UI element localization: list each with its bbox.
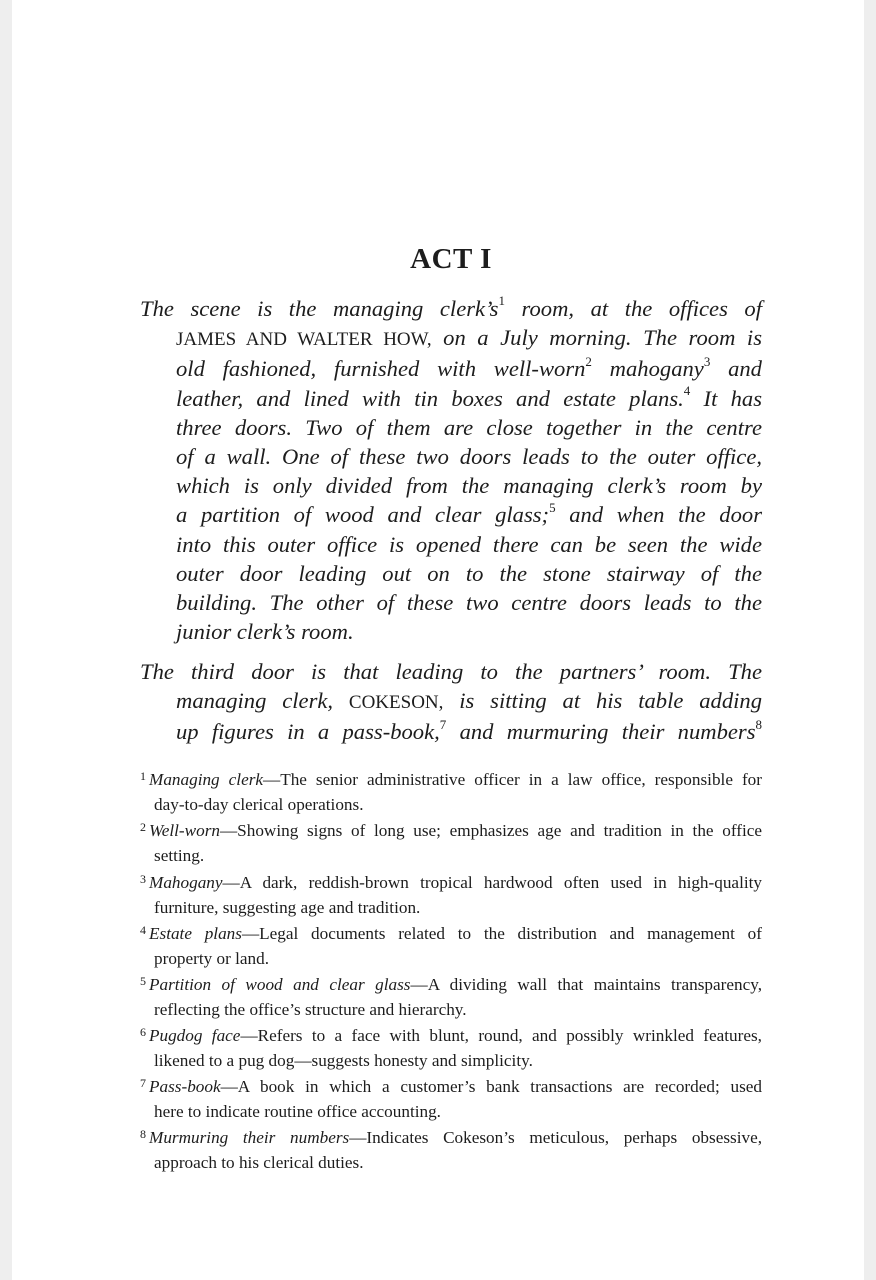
footnote-number: 3 — [140, 872, 146, 886]
footnote-term: Pugdog face — [149, 1026, 241, 1045]
footnote-ref: 5 — [549, 499, 556, 515]
footnote-ref: 8 — [755, 716, 762, 732]
footnote — [140, 871, 762, 919]
text-line: JAMES AND WALTER HOW, on a July morning. The room is — [176, 325, 763, 351]
footnote-term: Estate plans — [149, 924, 242, 943]
text-line: up figures in a pass-book,$^7$ and murmuring their numbers$^8$ — [176, 716, 762, 745]
footnote — [140, 973, 762, 1021]
footnote-term: Pass-book — [149, 1077, 221, 1096]
footnote-line: $^4$ Estate plans—Legal documents related to the distribution and management of — [140, 923, 762, 943]
act-heading: ACT I — [410, 243, 492, 275]
footnote-number: 7 — [140, 1076, 146, 1090]
footnote-term: Partition of wood and clear glass — [149, 975, 411, 994]
footnote — [140, 1126, 762, 1174]
footnote-line: $^3$ Mahogany—A dark, reddish-brown tropical hardwood often used in high-quality — [140, 872, 762, 892]
footnote-line: here to indicate routine office accounting. — [154, 1102, 441, 1121]
text-line: The third door is that leading to the partners’ room. The — [140, 659, 762, 684]
text-line: a partition of wood and clear glass;$^5$ and when the door — [176, 499, 762, 528]
book-page — [12, 0, 864, 1280]
footnote-line: $^2$ Well-worn—Showing signs of long use; emphasizes age and tradition in the office — [140, 820, 762, 840]
text-line: junior clerk’s room. — [176, 619, 354, 645]
footnote-number: 8 — [140, 1127, 146, 1141]
text-line: outer door leading out on to the stone stairway of the — [176, 560, 762, 586]
footnote-line: $^5$ Partition of wood and clear glass—A dividing wall that maintains transparency, — [140, 974, 762, 994]
footnote-term: Well-worn — [149, 821, 220, 840]
footnote-line: $^6$ Pugdog face—Refers to a face with blunt, round, and possibly wrinkled features, — [140, 1025, 762, 1045]
footnote-number: 2 — [140, 820, 146, 834]
footnote-line: $^1$ Managing clerk—The senior administrative officer in a law office, responsible for — [140, 769, 762, 789]
footnote — [140, 922, 762, 970]
text-line: into this outer office is opened there can be seen the wide — [176, 531, 762, 557]
footnote-number: 4 — [140, 923, 146, 937]
text-line: three doors. Two of them are close together in the centre — [176, 414, 762, 440]
footnote-line: day-to-day clerical operations. — [154, 795, 364, 814]
footnote-line: $^8$ Murmuring their numbers—Indicates Cokeson’s meticulous, perhaps obsessive, — [140, 1127, 762, 1147]
footnote — [140, 768, 762, 816]
footnote — [140, 819, 762, 867]
footnote-ref: 2 — [585, 353, 592, 369]
text-line: of a wall. One of these two doors leads to the outer office, — [176, 444, 762, 470]
footnote-ref: 1 — [498, 293, 505, 309]
text-line: The scene is the managing $clerk’s^1$ room, at the offices of — [140, 293, 762, 321]
footnote-ref: 7 — [439, 716, 447, 732]
text-line: leather, and lined with tin boxes and estate plans.$^4$ It has — [176, 383, 763, 411]
footnote-term: Murmuring their numbers — [149, 1128, 350, 1147]
footnote-term: Managing clerk — [149, 770, 264, 789]
footnote-number: 5 — [140, 974, 146, 988]
footnote-term: Mahogany — [149, 873, 223, 892]
footnote-line: reflecting the office’s structure and hierarchy. — [154, 1000, 467, 1019]
footnote-ref: 4 — [683, 383, 691, 399]
footnote-line: setting. — [154, 846, 205, 865]
footnote-number: 6 — [140, 1025, 146, 1039]
firm-name: JAMES AND WALTER HOW, — [176, 329, 432, 351]
text-line: which is only divided from the managing clerk’s room by — [176, 473, 762, 499]
text-line: managing clerk, COKESON, is sitting at his table adding — [176, 688, 762, 714]
footnote-ref: 3 — [703, 353, 711, 369]
footnote-number: 1 — [140, 769, 146, 783]
footnote — [140, 1075, 762, 1123]
stage-direction-paragraph-2 — [140, 657, 762, 747]
text-line: old fashioned, furnished with well-worn$^2$ mahogany$^3$ and — [176, 353, 762, 382]
text-line: building. The other of these two centre doors leads to the — [176, 590, 762, 616]
character-name: COKESON, — [348, 692, 444, 714]
footnote-line: furniture, suggesting age and tradition. — [154, 898, 421, 917]
footnote-line: approach to his clerical duties. — [154, 1153, 364, 1172]
footnote — [140, 1024, 762, 1072]
footnote-line: property or land. — [154, 949, 270, 968]
stage-direction-paragraph-1 — [140, 294, 762, 646]
footnote-line: likened to a pug dog—suggests honesty and simplicity. — [154, 1051, 533, 1070]
footnote-line: $^7$ Pass-book—A book in which a customer’s bank transactions are recorded; used — [140, 1076, 762, 1096]
